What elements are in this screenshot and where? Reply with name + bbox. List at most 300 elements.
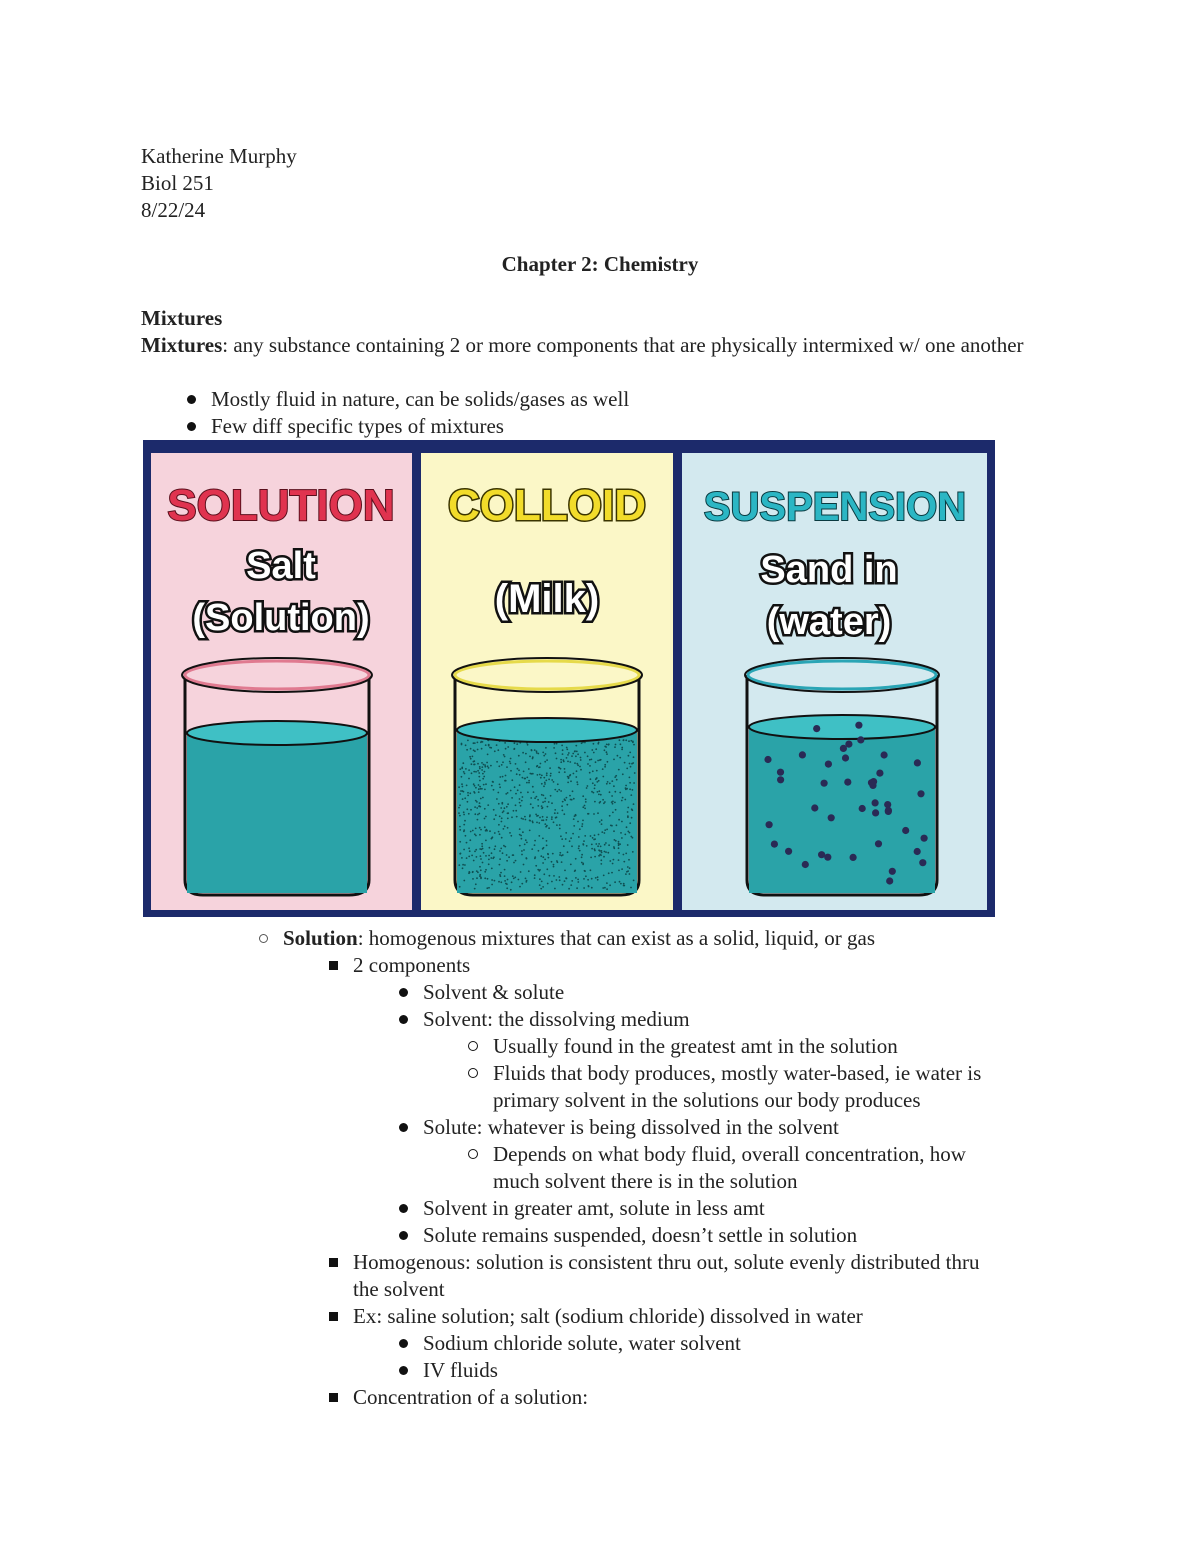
suspension-particle (881, 751, 888, 758)
suspension-particle (914, 848, 921, 855)
list-item (353, 1384, 588, 1411)
suspension-particle (825, 761, 832, 768)
colloid-particle (604, 749, 606, 751)
colloid-particle (623, 739, 625, 741)
colloid-particle (587, 785, 589, 787)
colloid-particle (521, 883, 523, 885)
suspension-particle (869, 782, 876, 789)
colloid-particle (548, 779, 550, 781)
list-item-text: Few diff specific types of mixtures (211, 414, 504, 438)
colloid-particle (600, 846, 602, 848)
colloid-particle (507, 803, 509, 805)
colloid-particle (479, 834, 481, 836)
colloid-particle (560, 835, 562, 837)
colloid-particle (499, 786, 501, 788)
colloid-particle (536, 766, 538, 768)
list-item (423, 1222, 857, 1249)
colloid-particle (519, 886, 521, 888)
colloid-particle (589, 772, 591, 774)
colloid-particle (487, 878, 489, 880)
list-item-text: Mostly fluid in nature, can be solids/gases as well (211, 387, 630, 411)
colloid-particle (465, 744, 467, 746)
colloid-particle (484, 871, 486, 873)
list-item-text: Solute remains suspended, doesn’t settle in solution (423, 1223, 858, 1247)
colloid-particle (630, 740, 632, 742)
colloid-particle (459, 841, 461, 843)
colloid-particle (559, 828, 561, 830)
colloid-particle (484, 766, 486, 768)
colloid-particle (510, 835, 512, 837)
colloid-particle (533, 791, 535, 793)
colloid-particle (499, 874, 501, 876)
colloid-particle (601, 819, 603, 821)
colloid-particle (468, 778, 470, 780)
colloid-particle (470, 831, 472, 833)
colloid-particle (489, 830, 491, 832)
list-item-text: IV fluids (423, 1358, 498, 1382)
colloid-particle (577, 881, 579, 883)
colloid-particle (526, 782, 528, 784)
colloid-particle (546, 759, 548, 761)
colloid-particle (568, 752, 570, 754)
colloid-particle (521, 818, 523, 820)
colloid-particle (480, 798, 482, 800)
suspension-particle (821, 780, 828, 787)
colloid-particle (462, 790, 464, 792)
list-item-text: Usually found in the greatest amt in the solution (493, 1034, 898, 1058)
colloid-particle (613, 785, 615, 787)
colloid-particle (504, 880, 506, 882)
author-name: Katherine Murphy (141, 144, 297, 168)
colloid-particle (474, 888, 476, 890)
suspension-particle (886, 877, 893, 884)
colloid-particle (506, 860, 508, 862)
colloid-particle (613, 830, 615, 832)
colloid-particle (491, 852, 493, 854)
colloid-particle (600, 859, 602, 861)
colloid-particle (568, 888, 570, 890)
colloid-particle (481, 843, 483, 845)
colloid-particle (485, 840, 487, 842)
colloid-particle (618, 844, 620, 846)
colloid-particle (630, 766, 632, 768)
colloid-particle (630, 887, 632, 889)
colloid-particle (602, 887, 604, 889)
suspension-liquid (749, 727, 935, 893)
colloid-particle (604, 844, 606, 846)
colloid-particle (463, 811, 465, 813)
course-code: Biol 251 (141, 171, 214, 195)
colloid-particle (609, 860, 611, 862)
colloid-particle (464, 797, 466, 799)
colloid-particle (538, 767, 540, 769)
colloid-particle (472, 756, 474, 758)
colloid-particle (544, 761, 546, 763)
colloid-particle (549, 767, 551, 769)
suspension-particle (872, 799, 879, 806)
colloid-particle (630, 836, 632, 838)
colloid-particle (548, 827, 550, 829)
colloid-particle (548, 857, 550, 859)
colloid-particle (482, 848, 484, 850)
colloid-particle (498, 831, 500, 833)
suspension-heading: SUSPENSION (703, 485, 967, 529)
colloid-particle (562, 810, 564, 812)
colloid-particle (556, 879, 558, 881)
colloid-particle (459, 853, 461, 855)
colloid-particle (520, 805, 522, 807)
colloid-particle (553, 781, 555, 783)
colloid-particle (630, 794, 632, 796)
colloid-particle (621, 800, 623, 802)
colloid-particle (488, 859, 490, 861)
colloid-particle (595, 843, 597, 845)
solution-text: : homogenous mixtures that can exist as a solid, liquid, or gas (357, 926, 876, 950)
colloid-particle (542, 838, 544, 840)
colloid-particle (571, 799, 573, 801)
colloid-particle (594, 784, 596, 786)
colloid-particle (605, 746, 607, 748)
colloid-particle (487, 754, 489, 756)
suspension-particle (919, 859, 926, 866)
colloid-particle (475, 883, 477, 885)
colloid-particle (629, 788, 631, 790)
colloid-particle (481, 766, 483, 768)
colloid-particle (480, 869, 482, 871)
colloid-particle (611, 872, 613, 874)
colloid-particle (575, 745, 577, 747)
colloid-particle (604, 801, 606, 803)
colloid-particle (612, 803, 614, 805)
colloid-particle (459, 768, 461, 770)
colloid-particle (486, 830, 488, 832)
colloid-particle (620, 883, 622, 885)
colloid-particle (519, 845, 521, 847)
colloid-particle (629, 822, 631, 824)
colloid-particle (546, 868, 548, 870)
colloid-particle (594, 834, 596, 836)
colloid-particle (526, 842, 528, 844)
suspension-particle (766, 821, 773, 828)
colloid-particle (583, 840, 585, 842)
colloid-particle (550, 773, 552, 775)
colloid-particle (581, 825, 583, 827)
colloid-particle (629, 873, 631, 875)
list-item (353, 952, 470, 979)
colloid-particle (619, 739, 621, 741)
suspension-particle (785, 848, 792, 855)
colloid-particle (616, 779, 618, 781)
colloid-particle (627, 807, 629, 809)
colloid-particle (498, 881, 500, 883)
colloid-particle (576, 770, 578, 772)
colloid-particle (616, 824, 618, 826)
colloid-particle (598, 790, 600, 792)
colloid-particle (555, 752, 557, 754)
colloid-particle (463, 880, 465, 882)
colloid-particle (631, 763, 633, 765)
colloid-particle (527, 791, 529, 793)
colloid-particle (597, 812, 599, 814)
colloid-particle (598, 780, 600, 782)
colloid-particle (580, 759, 582, 761)
colloid-particle (592, 770, 594, 772)
colloid-particle (578, 845, 580, 847)
colloid-particle (612, 863, 614, 865)
colloid-particle (470, 748, 472, 750)
colloid-particle (501, 837, 503, 839)
colloid-particle (526, 777, 528, 779)
colloid-particle (517, 789, 519, 791)
colloid-particle (468, 813, 470, 815)
colloid-particle (469, 850, 471, 852)
colloid-particle (543, 819, 545, 821)
colloid-particle (625, 785, 627, 787)
colloid-particle (589, 759, 591, 761)
colloid-particle (562, 749, 564, 751)
colloid-particle (545, 747, 547, 749)
list-item (353, 1303, 863, 1330)
colloid-particle (468, 769, 470, 771)
colloid-particle (525, 819, 527, 821)
colloid-particle (478, 813, 480, 815)
colloid-particle (594, 848, 596, 850)
colloid-particle (523, 864, 525, 866)
colloid-particle (542, 856, 544, 858)
colloid-particle (515, 793, 517, 795)
colloid-particle (501, 803, 503, 805)
colloid-particle (598, 742, 600, 744)
colloid-particle (498, 765, 500, 767)
colloid-particle (577, 764, 579, 766)
colloid-particle (534, 874, 536, 876)
colloid-particle (515, 804, 517, 806)
colloid-particle (584, 835, 586, 837)
colloid-particle (613, 846, 615, 848)
colloid-particle (625, 739, 627, 741)
colloid-particle (538, 822, 540, 824)
colloid-particle (565, 877, 567, 879)
colloid-particle (559, 824, 561, 826)
colloid-particle (503, 845, 505, 847)
colloid-particle (567, 782, 569, 784)
colloid-particle (534, 856, 536, 858)
colloid-particle (576, 751, 578, 753)
colloid-particle (505, 780, 507, 782)
suspension-particle (771, 841, 778, 848)
colloid-particle (550, 775, 552, 777)
colloid-particle (539, 774, 541, 776)
colloid-particle (574, 870, 576, 872)
colloid-particle (504, 742, 506, 744)
colloid-particle (494, 832, 496, 834)
colloid-particle (597, 879, 599, 881)
colloid-particle (556, 860, 558, 862)
colloid-particle (594, 856, 596, 858)
colloid-particle (591, 749, 593, 751)
suspension-particle (777, 769, 784, 776)
colloid-particle (618, 843, 620, 845)
colloid-particle (511, 779, 513, 781)
colloid-particle (488, 767, 490, 769)
list-item (423, 1114, 839, 1141)
colloid-particle (473, 791, 475, 793)
colloid-particle (511, 797, 513, 799)
colloid-particle (536, 796, 538, 798)
colloid-particle (619, 881, 621, 883)
list-item-text: much solvent there is in the solution (493, 1169, 798, 1193)
colloid-particle (518, 879, 520, 881)
colloid-particle (507, 812, 509, 814)
colloid-particle (504, 869, 506, 871)
colloid-particle (519, 774, 521, 776)
colloid-particle (546, 845, 548, 847)
colloid-particle (467, 740, 469, 742)
colloid-particle (553, 747, 555, 749)
colloid-particle (563, 813, 565, 815)
colloid-particle (622, 773, 624, 775)
colloid-particle (564, 870, 566, 872)
solution-caption-line2: (Solution) (192, 597, 370, 639)
colloid-particle (494, 880, 496, 882)
colloid-particle (558, 789, 560, 791)
list-item (423, 1357, 498, 1384)
colloid-particle (531, 848, 533, 850)
colloid-particle (537, 869, 539, 871)
colloid-particle (516, 816, 518, 818)
suspension-particle (764, 756, 771, 763)
colloid-particle (467, 795, 469, 797)
colloid-particle (477, 742, 479, 744)
colloid-particle (540, 763, 542, 765)
colloid-particle (627, 811, 629, 813)
colloid-particle (488, 863, 490, 865)
colloid-particle (461, 783, 463, 785)
list-item (423, 1330, 741, 1357)
colloid-particle (493, 818, 495, 820)
colloid-particle (614, 881, 616, 883)
colloid-particle (558, 771, 560, 773)
suspension-particle (872, 809, 879, 816)
colloid-particle (575, 858, 577, 860)
colloid-particle (539, 878, 541, 880)
colloid-particle (499, 833, 501, 835)
colloid-particle (472, 830, 474, 832)
colloid-particle (514, 748, 516, 750)
colloid-particle (561, 805, 563, 807)
colloid-particle (570, 837, 572, 839)
list-item (211, 386, 629, 413)
colloid-particle (558, 876, 560, 878)
colloid-particle (476, 877, 478, 879)
colloid-particle (493, 809, 495, 811)
colloid-particle (623, 883, 625, 885)
colloid-particle (484, 826, 486, 828)
colloid-particle (515, 763, 517, 765)
colloid-particle (600, 794, 602, 796)
colloid-particle (484, 789, 486, 791)
colloid-particle (487, 765, 489, 767)
colloid-particle (512, 854, 514, 856)
list-item-text: the solvent (353, 1277, 445, 1301)
section-heading: Mixtures (141, 306, 223, 330)
colloid-particle (633, 756, 635, 758)
colloid-particle (608, 744, 610, 746)
colloid-particle (479, 827, 481, 829)
colloid-particle (529, 756, 531, 758)
colloid-particle (467, 801, 469, 803)
colloid-particle (539, 869, 541, 871)
colloid-particle (541, 881, 543, 883)
colloid-particle (595, 748, 597, 750)
chapter-title: Chapter 2: Chemistry (501, 252, 699, 276)
suspension-particle (842, 754, 849, 761)
colloid-particle (475, 828, 477, 830)
colloid-particle (553, 875, 555, 877)
colloid-particle (494, 845, 496, 847)
colloid-particle (567, 754, 569, 756)
colloid-particle (525, 753, 527, 755)
colloid-particle (592, 837, 594, 839)
colloid-particle (632, 851, 634, 853)
colloid-particle (570, 884, 572, 886)
colloid-particle (470, 758, 472, 760)
colloid-particle (509, 761, 511, 763)
colloid-particle (562, 801, 564, 803)
colloid-particle (462, 762, 464, 764)
list-item-text: Homogenous: solution is consistent thru out, solute evenly distributed thru (353, 1250, 980, 1274)
solution-liquid (187, 733, 367, 893)
colloid-particle (596, 770, 598, 772)
colloid-particle (590, 869, 592, 871)
colloid-particle (628, 859, 630, 861)
colloid-particle (578, 848, 580, 850)
colloid-particle (607, 781, 609, 783)
colloid-particle (471, 763, 473, 765)
colloid-particle (481, 788, 483, 790)
colloid-particle (462, 786, 464, 788)
colloid-particle (514, 877, 516, 879)
colloid-particle (619, 843, 621, 845)
colloid-particle (537, 815, 539, 817)
colloid-particle (587, 763, 589, 765)
colloid-particle (507, 792, 509, 794)
colloid-particle (605, 842, 607, 844)
colloid-particle (583, 887, 585, 889)
colloid-particle (474, 785, 476, 787)
colloid-particle (531, 773, 533, 775)
colloid-particle (534, 844, 536, 846)
colloid-particle (582, 806, 584, 808)
solution-panel (151, 453, 412, 910)
colloid-particle (623, 854, 625, 856)
colloid-particle (570, 864, 572, 866)
suspension-particle (844, 779, 851, 786)
colloid-particle (579, 850, 581, 852)
colloid-particle (590, 778, 592, 780)
colloid-particle (522, 818, 524, 820)
colloid-particle (539, 884, 541, 886)
colloid-particle (597, 791, 599, 793)
colloid-particle (625, 853, 627, 855)
colloid-particle (608, 844, 610, 846)
colloid-particle (631, 809, 633, 811)
colloid-particle (497, 749, 499, 751)
colloid-particle (516, 773, 518, 775)
colloid-particle (483, 764, 485, 766)
colloid-particle (500, 848, 502, 850)
colloid-particle (529, 820, 531, 822)
